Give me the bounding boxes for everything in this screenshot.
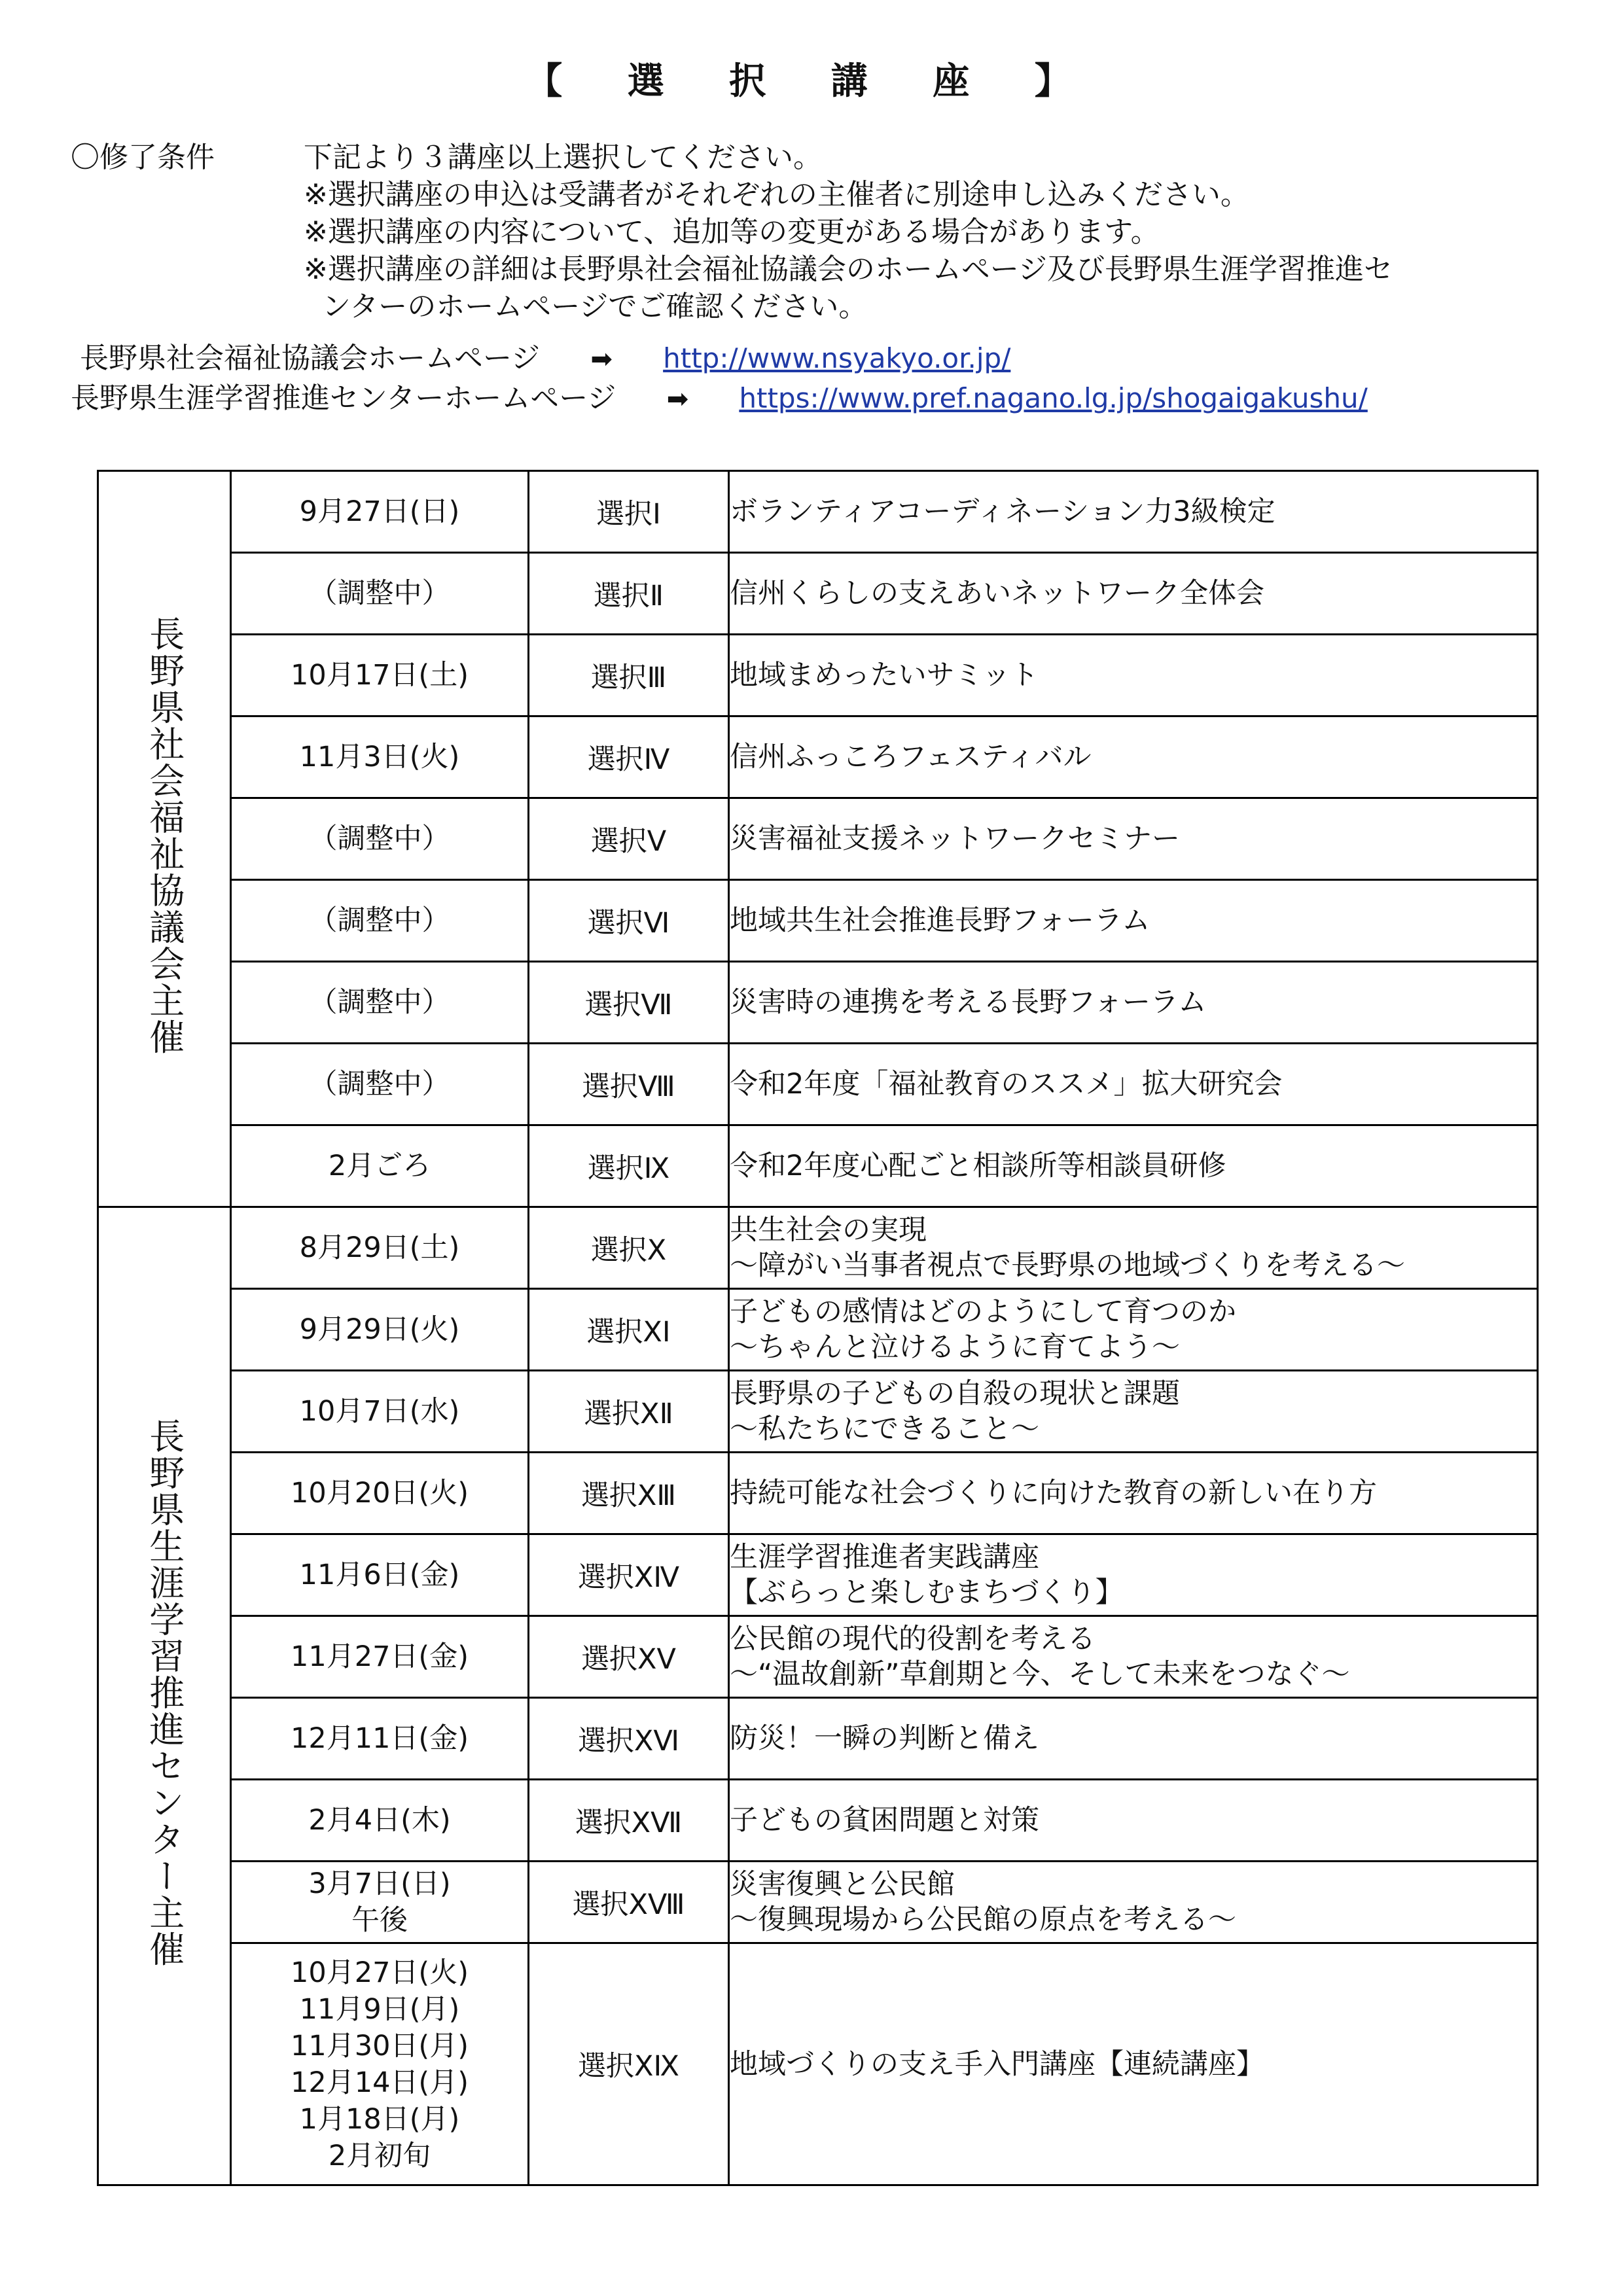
course-title-cell: 共生社会の実現 ～障がい当事者視点で長野県の地域づくりを考える～ xyxy=(729,1207,1538,1289)
organizer-label: 長野県社会福祉協議会主催 xyxy=(143,615,185,1055)
course-title-cell: 生涯学習推進者実践講座 【ぶらっと楽しむまちづくり】 xyxy=(729,1534,1538,1616)
date-cell: 10月27日(火) 11月9日(月) 11月30日(月) 12月14日(月) 1月18日(月) 2月初旬 xyxy=(231,1943,529,2185)
date-cell: 11月27日(金) xyxy=(231,1616,529,1698)
table-row xyxy=(98,553,1538,635)
table-row xyxy=(98,1616,1538,1698)
date-cell: （調整中） xyxy=(231,798,529,880)
arrow-right-icon: ➡ xyxy=(590,344,613,374)
date-cell: 9月27日(日) xyxy=(231,471,529,553)
course-code-cell: 選択Ⅲ xyxy=(529,635,729,716)
course-title-cell: 持続可能な社会づくりに向けた教育の新しい在り方 xyxy=(729,1453,1538,1534)
conditions-note-continuation: ンターのホームページでご確認ください。 xyxy=(322,290,868,323)
date-cell: 11月3日(火) xyxy=(231,716,529,798)
table-row xyxy=(98,471,1538,553)
course-title-cell: 災害復興と公民館 ～復興現場から公民館の原点を考える～ xyxy=(729,1862,1538,1943)
course-code-cell: 選択ⅩⅠ xyxy=(529,1289,729,1371)
table-row xyxy=(98,1044,1538,1125)
table-row xyxy=(98,1943,1538,2185)
link-label: 長野県社会福祉協議会ホームページ xyxy=(80,342,541,375)
table-row xyxy=(98,880,1538,962)
date-cell: （調整中） xyxy=(231,962,529,1044)
organizer-label: 長野県生涯学習推進センター主催 xyxy=(143,1417,185,1968)
conditions-section xyxy=(71,139,1393,325)
center-homepage-link[interactable]: https://www.pref.nagano.lg.jp/shogaigakushu/ xyxy=(739,382,1368,414)
course-title-cell: 災害福祉支援ネットワークセミナー xyxy=(729,798,1538,880)
conditions-requirement: 下記より３講座以上選択してください。 xyxy=(304,141,822,174)
course-title-cell: 地域まめったいサミット xyxy=(729,635,1538,716)
table-row xyxy=(98,1289,1538,1371)
course-title-cell: 信州くらしの支えあいネットワーク全体会 xyxy=(729,553,1538,635)
link-label: 長野県生涯学習推進センターホームページ xyxy=(71,381,616,415)
course-title-cell: 地域共生社会推進長野フォーラム xyxy=(729,880,1538,962)
table-row xyxy=(98,1125,1538,1207)
course-code-cell: 選択Ⅶ xyxy=(529,962,729,1044)
course-code-cell: 選択Ⅸ xyxy=(529,1125,729,1207)
table-row xyxy=(98,798,1538,880)
date-cell: 2月4日(木) xyxy=(231,1780,529,1862)
link-row-center xyxy=(71,379,1368,419)
arrow-right-icon: ➡ xyxy=(666,384,689,414)
course-code-cell: 選択ⅩⅧ xyxy=(529,1862,729,1943)
course-code-cell: 選択Ⅹ xyxy=(529,1207,729,1289)
course-code-cell: 選択Ⅰ xyxy=(529,471,729,553)
course-code-cell: 選択ⅩⅢ xyxy=(529,1453,729,1534)
course-title-cell: 令和2年度「福祉教育のススメ」拡大研究会 xyxy=(729,1044,1538,1125)
table-row xyxy=(98,962,1538,1044)
date-cell: 3月7日(日) 午後 xyxy=(231,1862,529,1943)
conditions-note: ※選択講座の内容について、追加等の変更がある場合があります。 xyxy=(304,215,1160,249)
date-cell: （調整中） xyxy=(231,1044,529,1125)
date-cell: 9月29日(火) xyxy=(231,1289,529,1371)
conditions-first-line xyxy=(71,139,1393,176)
course-code-cell: 選択Ⅴ xyxy=(529,798,729,880)
course-schedule-table xyxy=(97,470,1539,2186)
date-cell: 8月29日(土) xyxy=(231,1207,529,1289)
date-cell: 10月20日(火) xyxy=(231,1453,529,1534)
shakyo-homepage-link[interactable]: http://www.nsyakyo.or.jp/ xyxy=(663,342,1011,374)
link-row-shakyo xyxy=(71,339,1368,379)
table-row xyxy=(98,1780,1538,1862)
table-row xyxy=(98,1534,1538,1616)
course-title-cell: 令和2年度心配ごと相談所等相談員研修 xyxy=(729,1125,1538,1207)
course-title-cell: 防災！一瞬の判断と備え xyxy=(729,1698,1538,1780)
table-row xyxy=(98,1371,1538,1453)
organizer-cell xyxy=(98,471,231,1207)
conditions-label: 〇修了条件 xyxy=(71,141,215,174)
homepage-links xyxy=(71,339,1368,419)
course-code-cell: 選択Ⅳ xyxy=(529,716,729,798)
course-title-cell: 災害時の連携を考える長野フォーラム xyxy=(729,962,1538,1044)
table-row xyxy=(98,1862,1538,1943)
course-title-cell: ボランティアコーディネーション力3級検定 xyxy=(729,471,1538,553)
course-code-cell: 選択ⅩⅨ xyxy=(529,1943,729,2185)
course-schedule-body xyxy=(98,471,1538,2185)
date-cell: 10月17日(土) xyxy=(231,635,529,716)
course-title-cell: 長野県の子どもの自殺の現状と課題 ～私たちにできること～ xyxy=(729,1371,1538,1453)
course-title-cell: 子どもの貧困問題と対策 xyxy=(729,1780,1538,1862)
course-code-cell: 選択ⅩⅡ xyxy=(529,1371,729,1453)
course-title-cell: 子どもの感情はどのようにして育つのか ～ちゃんと泣けるように育てよう～ xyxy=(729,1289,1538,1371)
conditions-note: ※選択講座の詳細は長野県社会福祉協議会のホームページ及び長野県生涯学習推進セ xyxy=(304,253,1393,286)
date-cell: 12月11日(金) xyxy=(231,1698,529,1780)
table-row xyxy=(98,1698,1538,1780)
course-title-cell: 信州ふっころフェスティバル xyxy=(729,716,1538,798)
course-code-cell: 選択ⅩⅥ xyxy=(529,1698,729,1780)
conditions-note: ※選択講座の申込は受講者がそれぞれの主催者に別途申し込みください。 xyxy=(304,178,1249,211)
date-cell: 10月7日(水) xyxy=(231,1371,529,1453)
organizer-cell xyxy=(98,1207,231,2185)
table-row xyxy=(98,635,1538,716)
course-code-cell: 選択Ⅷ xyxy=(529,1044,729,1125)
date-cell: 2月ごろ xyxy=(231,1125,529,1207)
date-cell: 11月6日(金) xyxy=(231,1534,529,1616)
course-code-cell: 選択ⅩⅤ xyxy=(529,1616,729,1698)
date-cell: （調整中） xyxy=(231,553,529,635)
course-code-cell: 選択ⅩⅦ xyxy=(529,1780,729,1862)
table-row xyxy=(98,1453,1538,1534)
page-title: 【 選 択 講 座 】 xyxy=(526,60,1097,103)
table-row xyxy=(98,1207,1538,1289)
course-title-cell: 公民館の現代的役割を考える ～“温故創新”草創期と今、そして未来をつなぐ～ xyxy=(729,1616,1538,1698)
course-title-cell: 地域づくりの支え手入門講座【連続講座】 xyxy=(729,1943,1538,2185)
course-code-cell: 選択ⅩⅣ xyxy=(529,1534,729,1616)
course-code-cell: 選択Ⅵ xyxy=(529,880,729,962)
table-row xyxy=(98,716,1538,798)
date-cell: （調整中） xyxy=(231,880,529,962)
course-code-cell: 選択Ⅱ xyxy=(529,553,729,635)
